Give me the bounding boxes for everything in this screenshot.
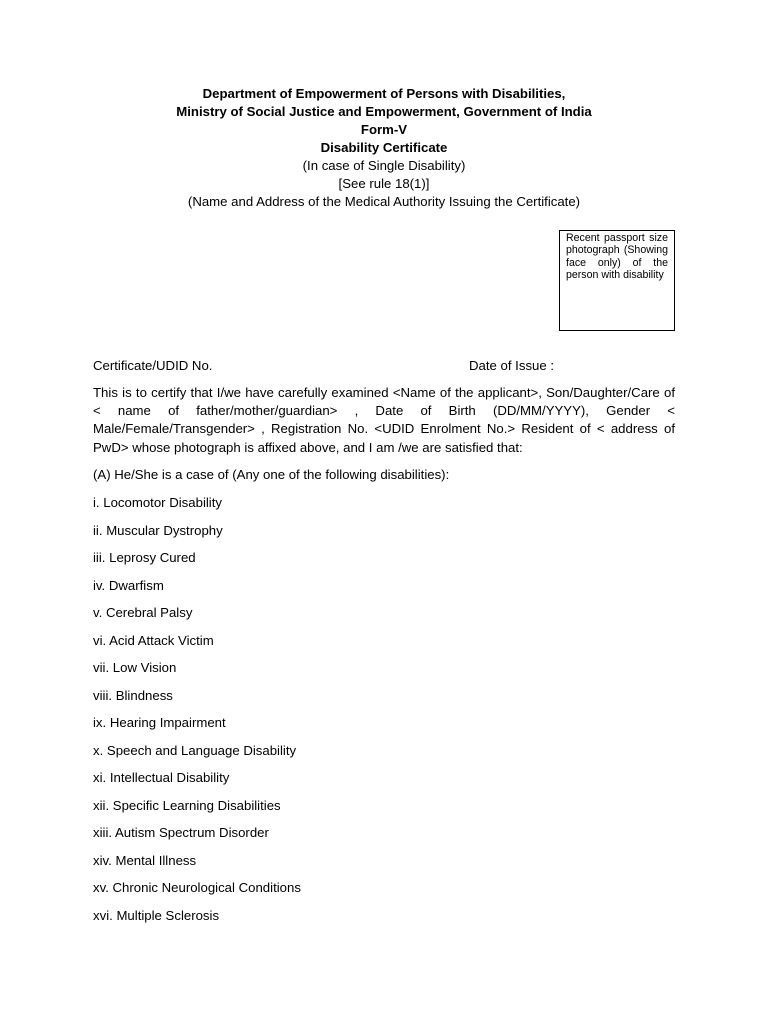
rule-reference: [See rule 18(1)] [338, 176, 430, 191]
medical-authority-note: (Name and Address of the Medical Authority Issuing the Certificate) [187, 194, 581, 209]
photograph-box [559, 230, 675, 331]
list-item: vii. Low Vision [93, 660, 177, 675]
list-item: x. Speech and Language Disability [93, 742, 297, 758]
certificate-case-note: (In case of Single Disability) [302, 158, 466, 173]
list-item: iii. Leprosy Cured [93, 550, 196, 565]
list-item: ii. Muscular Dystrophy [93, 522, 223, 538]
ministry-title: Ministry of Social Justice and Empowerment, Government of India [176, 104, 592, 119]
certificate-info-row [93, 357, 675, 375]
disability-list [93, 494, 301, 934]
list-item: v. Cerebral Palsy [93, 605, 193, 620]
list-item: iv. Dwarfism [93, 577, 164, 593]
udid-number-label: Certificate/UDID No. [93, 358, 213, 373]
document-header [0, 85, 768, 211]
list-item: xv. Chronic Neurological Conditions [93, 880, 301, 895]
list-item: xii. Specific Learning Disabilities [93, 797, 281, 813]
list-item: viii. Blindness [93, 687, 173, 703]
list-item: xiii. Autism Spectrum Disorder [93, 825, 269, 840]
certificate-title: Disability Certificate [320, 140, 448, 155]
list-item: xvi. Multiple Sclerosis [93, 907, 220, 923]
department-title: Department of Empowerment of Persons with Disabilities, [202, 86, 566, 101]
list-item: xi. Intellectual Disability [93, 770, 230, 785]
date-of-issue-label: Date of Issue : [469, 358, 555, 373]
section-a-heading: (A) He/She is a case of (Any one of the following disabilities): [93, 467, 450, 482]
list-item: xiv. Mental Illness [93, 852, 197, 868]
photograph-box-text: Recent passport size photograph (Showing face only) of the person with disability [566, 232, 668, 282]
certification-paragraph: This is to certify that I/we have carefully examined <Name of the applicant>, Son/Daughter/Care of < name of father/mother/guardian> , Date of Birth (DD/MM/YYYY), Gender < Male/Female/Transgender> , Registration No. <UDID Enrolment No.> Resident of < address of PwD> whose photograph is affixed above, and I am /we are satisfied that: [93, 385, 675, 455]
list-item: i. Locomotor Disability [93, 495, 222, 510]
list-item: vi. Acid Attack Victim [93, 632, 214, 648]
form-number: Form-V [360, 122, 408, 137]
list-item: ix. Hearing Impairment [93, 715, 226, 730]
